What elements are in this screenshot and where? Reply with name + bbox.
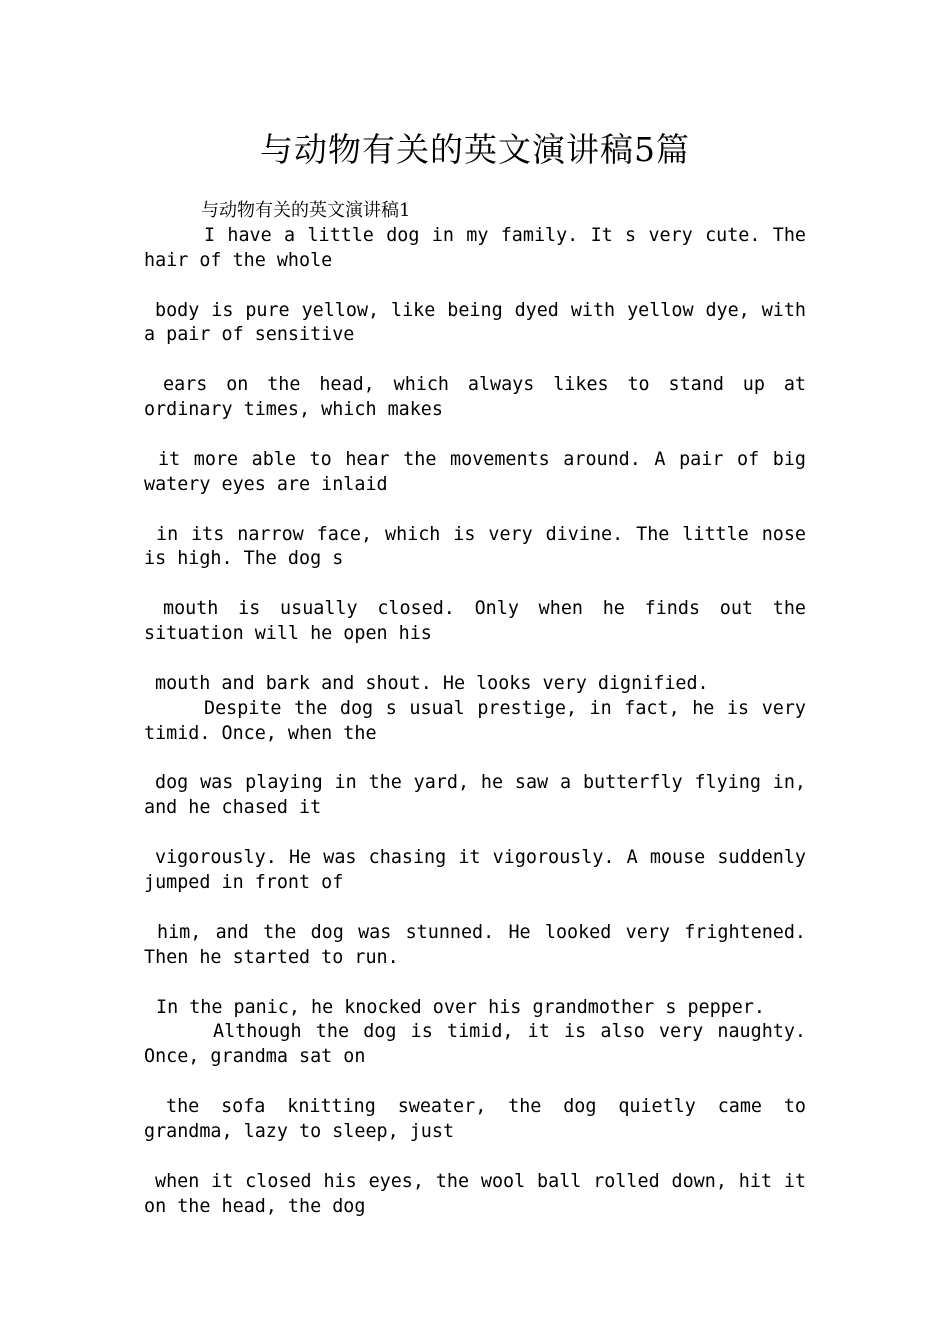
text-line: situation will he open his [144,623,432,645]
text-line: mouth and bark and shout. He looks very dignified. [155,672,709,694]
text-line: mouth is usually closed. Only when he finds out the [163,598,806,620]
text-line: a pair of sensitive [144,324,355,346]
document-title: 与动物有关的英文演讲稿5篇 [260,130,690,169]
text-line: the sofa knitting sweater, the dog quietly came to [166,1096,806,1118]
text-line: and he chased it [144,797,322,819]
text-line: ears on the head, which always likes to stand up at [163,374,806,396]
text-line: jumped in front of [144,872,344,894]
text-line: on the head, the dog [144,1195,366,1217]
text-line: grandma, lazy to sleep, just [144,1120,455,1142]
text-line: I have a little dog in my family. It s very cute. The [204,224,806,246]
text-line: vigorously. He was chasing it vigorously. A mouse suddenly [155,847,806,869]
text-line: Once, grandma sat on [144,1046,366,1068]
text-line: body is pure yellow, like being dyed with yellow dye, with [155,299,806,321]
text-line: when it closed his eyes, the wool ball rolled down, hit it [155,1170,806,1192]
text-line: timid. Once, when the [144,722,377,744]
text-line: him, and the dog was stunned. He looked very frightened. [157,921,806,943]
text-line: watery eyes are inlaid [144,473,388,495]
text-line: ordinary times, which makes [144,399,443,421]
text-line: Despite the dog s usual prestige, in fact, he is very [204,697,806,719]
text-line: it more able to hear the movements around. A pair of big [158,448,806,470]
text-line: Although the dog is timid, it is also very naughty. [213,1021,806,1043]
document-body [144,199,806,1220]
text-line: in its narrow face, which is very divine. The little nose [156,523,806,545]
text-line: In the panic, he knocked over his grandmother s pepper. [156,996,765,1018]
text-line: hair of the whole [144,249,333,271]
text-line: dog was playing in the yard, he saw a butterfly flying in, [155,772,806,794]
text-line: is high. The dog s [144,548,344,570]
text-line: Then he started to run. [144,946,399,968]
section-heading: 与动物有关的英文演讲稿1 [201,200,411,221]
